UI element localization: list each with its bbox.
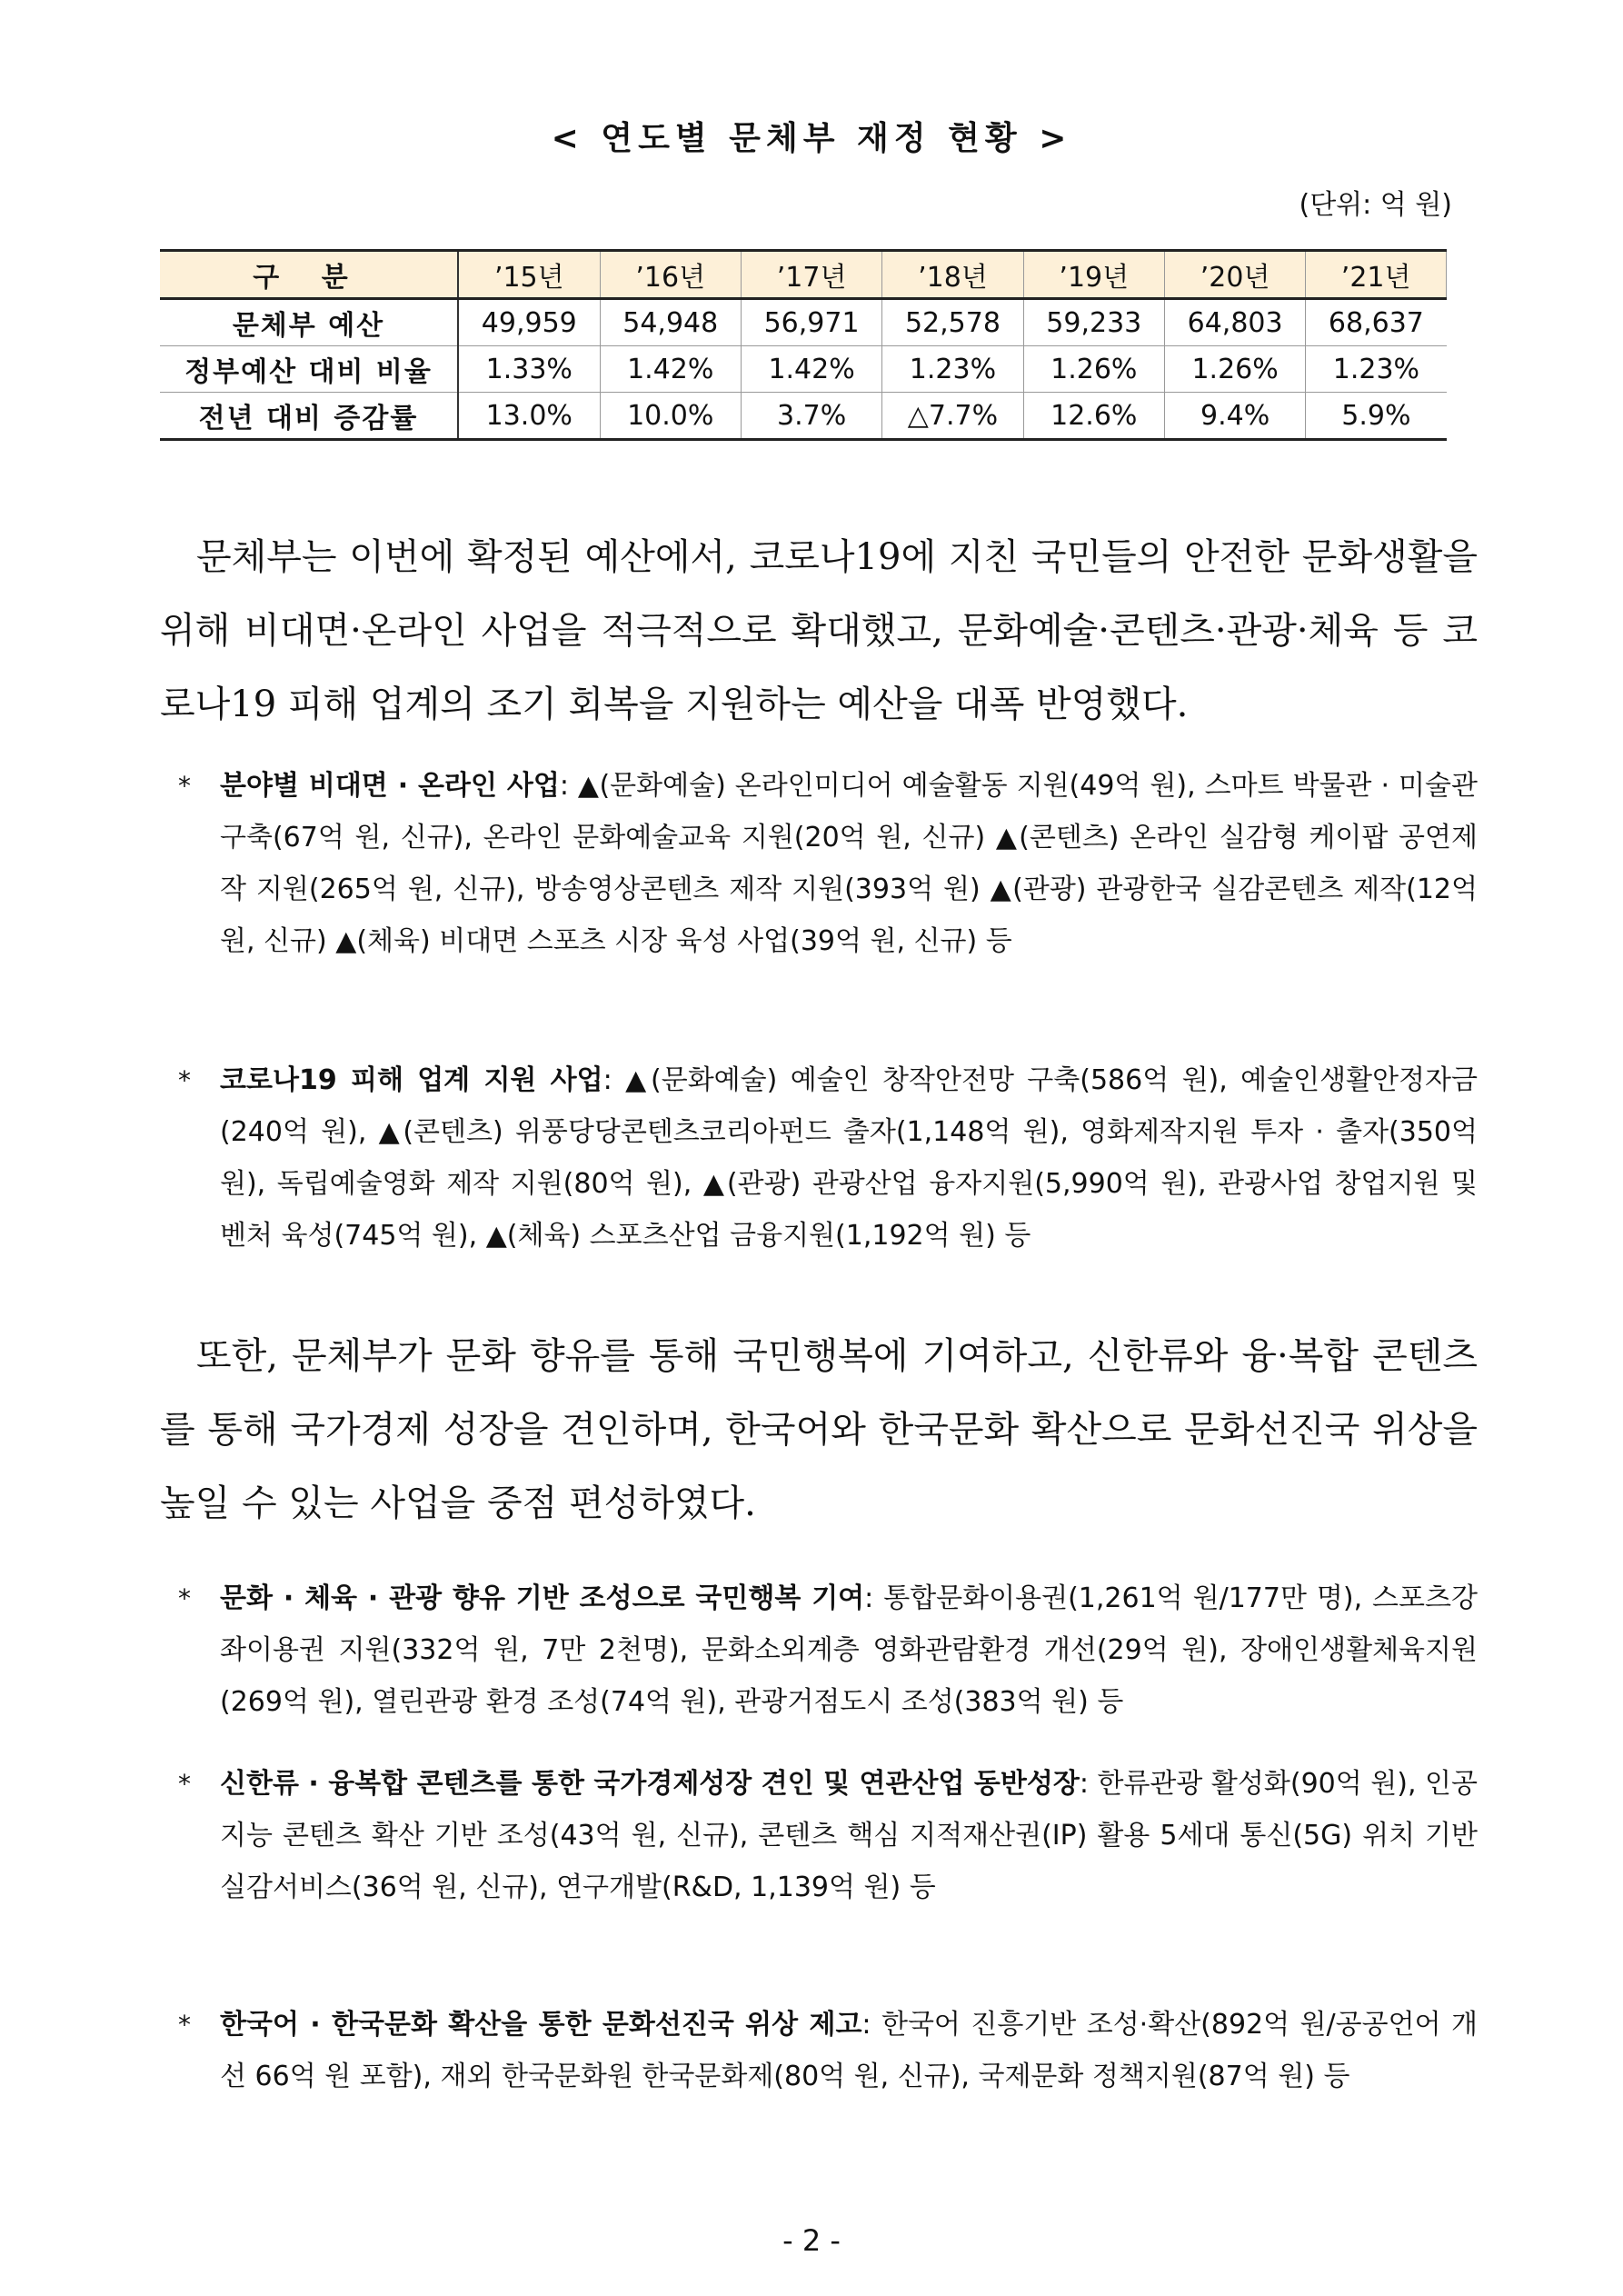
table-row xyxy=(160,299,1447,346)
table-cell: 59,233 xyxy=(1023,299,1164,346)
table-cell: 5.9% xyxy=(1306,393,1447,440)
note-body: : 한국어 진흥기반 조성·확산(892억 원/공공언어 개선 66억 원 포함), 재외 한국문화원 한국문화제(80억 원, 신규), 국제문화 정책지원(87억 원) 등 xyxy=(220,2009,1478,2092)
table-cell: 64,803 xyxy=(1164,299,1305,346)
table-cell: 68,637 xyxy=(1306,299,1447,346)
note-item xyxy=(178,1572,1478,1728)
note-heading: 분야별 비대면 · 온라인 사업 xyxy=(220,770,560,802)
table-cell: 10.0% xyxy=(600,393,741,440)
note-body: : ▲(문화예술) 예술인 창작안전망 구축(586억 원), 예술인생활안정자금(240억 원), ▲(콘텐츠) 위풍당당콘텐츠코리아펀드 출자(1,148억 원), 영화제작지원 투자 · 출자(350억 원), 독립예술영화 제작 지원(80억 원), ▲(관광) 관광산업 융자지원(5,990억 원), 관광사업 창업지원 및 벤처 육성(745억 원), ▲(체육) 스포츠산업 금융지원(1,192억 원) 등 xyxy=(220,1064,1478,1252)
asterisk-marker: * xyxy=(178,771,191,801)
note-text xyxy=(220,1572,1478,1728)
table-cell: 1.23% xyxy=(882,346,1023,393)
header-cell: ’16년 xyxy=(600,251,741,299)
table-cell: 1.42% xyxy=(600,346,741,393)
header-cell: ’17년 xyxy=(741,251,881,299)
row-label: 문체부 예산 xyxy=(160,299,458,346)
table-cell: 1.26% xyxy=(1164,346,1305,393)
header-cell: ’21년 xyxy=(1306,251,1447,299)
note-heading: 신한류 · 융복합 콘텐츠를 통한 국가경제성장 견인 및 연관산업 동반성장 xyxy=(220,1768,1080,1800)
note-text xyxy=(220,1758,1478,1913)
note-heading: 문화 · 체육 · 관광 향유 기반 조성으로 국민행복 기여 xyxy=(220,1582,865,1614)
body-paragraph: 문체부는 이번에 확정된 예산에서, 코로나19에 지친 국민들의 안전한 문화생활을 위해 비대면·온라인 사업을 적극적으로 확대했고, 문화예술·콘텐츠·관광·체육 등 코로나19 피해 업계의 조기 회복을 지원하는 예산을 대폭 반영했다. xyxy=(160,536,1478,725)
page-number: - 2 - xyxy=(782,2223,841,2258)
table-row xyxy=(160,393,1447,440)
table-cell: △7.7% xyxy=(882,393,1023,440)
body-paragraph: 또한, 문체부가 문화 향유를 통해 국민행복에 기여하고, 신한류와 융·복합 콘텐츠를 통해 국가경제 성장을 견인하며, 한국어와 한국문화 확산으로 문화선진국 위상을 높일 수 있는 사업을 중점 편성하였다. xyxy=(160,1335,1478,1524)
table-cell: 56,971 xyxy=(741,299,881,346)
table-cell: 1.26% xyxy=(1023,346,1164,393)
table-row xyxy=(160,346,1447,393)
header-cell: ’19년 xyxy=(1023,251,1164,299)
note-item xyxy=(178,1758,1478,1913)
note-text xyxy=(220,1999,1478,2102)
table-title: < 연도별 문체부 재정 현황 > xyxy=(551,120,1072,157)
header-cell: 구 분 xyxy=(160,251,458,299)
header-cell: ’15년 xyxy=(458,251,600,299)
table-cell: 1.42% xyxy=(741,346,881,393)
note-heading: 코로나19 피해 업계 지원 사업 xyxy=(220,1064,603,1096)
table-cell: 3.7% xyxy=(741,393,881,440)
table-cell: 1.23% xyxy=(1306,346,1447,393)
note-body: : 통합문화이용권(1,261억 원/177만 명), 스포츠강좌이용권 지원(332억 원, 7만 2천명), 문화소외계층 영화관람환경 개선(29억 원), 장애인생활체육지원(269억 원), 열린관광 환경 조성(74억 원), 관광거점도시 조성(383억 원) 등 xyxy=(220,1582,1478,1718)
table-cell: 54,948 xyxy=(600,299,741,346)
header-cell: ’18년 xyxy=(882,251,1023,299)
header-cell: ’20년 xyxy=(1164,251,1305,299)
table-cell: 12.6% xyxy=(1023,393,1164,440)
note-item xyxy=(178,760,1478,967)
table-cell: 52,578 xyxy=(882,299,1023,346)
note-text xyxy=(220,760,1478,967)
row-label: 정부예산 대비 비율 xyxy=(160,346,458,393)
table-cell: 49,959 xyxy=(458,299,600,346)
budget-table xyxy=(160,249,1447,441)
note-body: : 한류관광 활성화(90억 원), 인공지능 콘텐츠 확산 기반 조성(43억 원, 신규), 콘텐츠 핵심 지적재산권(IP) 활용 5세대 통신(5G) 위치 기반 실감서비스(36억 원, 신규), 연구개발(R&D, 1,139억 원) 등 xyxy=(220,1768,1478,1903)
table-cell: 9.4% xyxy=(1164,393,1305,440)
table-cell: 1.33% xyxy=(458,346,600,393)
table-header-row xyxy=(160,251,1447,299)
asterisk-marker: * xyxy=(178,2010,191,2040)
asterisk-marker: * xyxy=(178,1583,191,1613)
row-label: 전년 대비 증감률 xyxy=(160,393,458,440)
note-item xyxy=(178,1999,1478,2102)
note-text xyxy=(220,1054,1478,1262)
note-body: : ▲(문화예술) 온라인미디어 예술활동 지원(49억 원), 스마트 박물관 · 미술관 구축(67억 원, 신규), 온라인 문화예술교육 지원(20억 원, 신규) ▲(콘텐츠) 온라인 실감형 케이팝 공연제작 지원(265억 원, 신규), 방송영상콘텐츠 제작 지원(393억 원) ▲(관광) 관광한국 실감콘텐츠 제작(12억 원, 신규) ▲(체육) 비대면 스포츠 시장 육성 사업(39억 원, 신규) 등 xyxy=(220,770,1478,957)
asterisk-marker: * xyxy=(178,1769,191,1799)
unit-label: (단위: 억 원) xyxy=(1299,189,1452,221)
note-item xyxy=(178,1054,1478,1262)
note-heading: 한국어 · 한국문화 확산을 통한 문화선진국 위상 제고 xyxy=(220,2009,862,2041)
asterisk-marker: * xyxy=(178,1065,191,1095)
table-cell: 13.0% xyxy=(458,393,600,440)
